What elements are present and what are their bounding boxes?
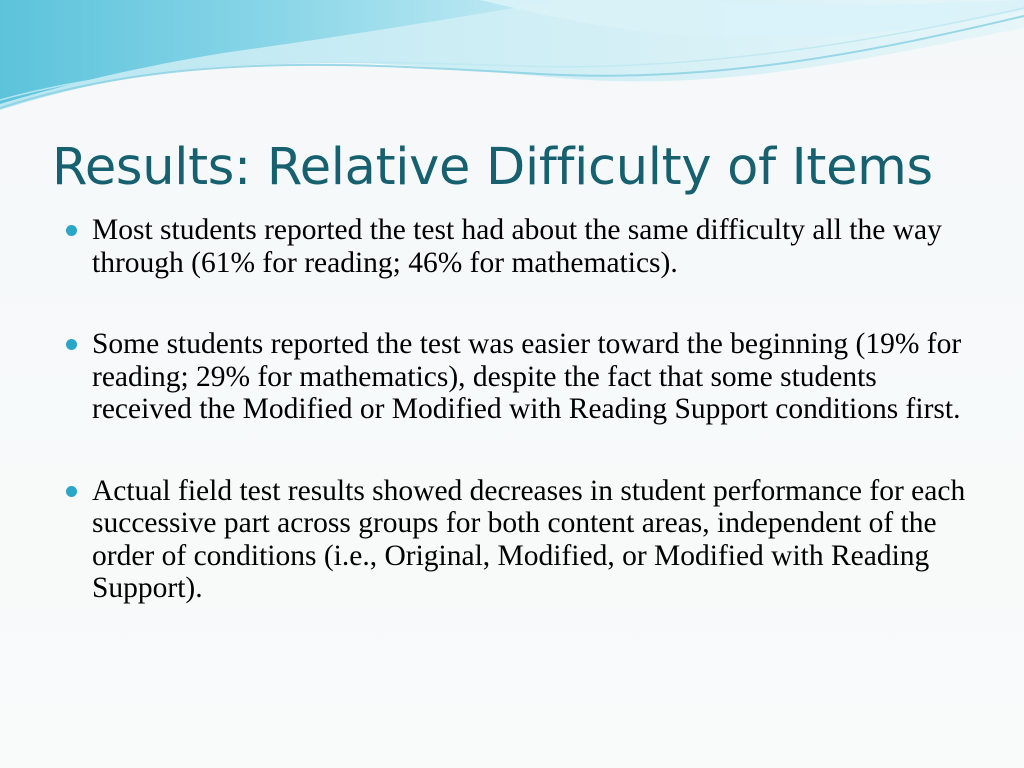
bullet-list (64, 214, 969, 654)
bullet-text: Some students reported the test was easier toward the beginning (19% for reading; 29% for mathematics), despite the fact that some students received the Modified or Modified with Reading Support conditions first. (92, 328, 962, 425)
header-wave-decoration (0, 0, 1024, 120)
bullet-point-icon (66, 339, 77, 350)
bullet-item (64, 214, 969, 279)
bullet-point-icon (66, 486, 77, 497)
slide-title: Results: Relative Difficulty of Items (52, 138, 933, 197)
bullet-text: Actual field test results showed decreases in student performance for each successive part across groups for both content areas, independent of the order of conditions (i.e., Original, Modified, or Modified with Reading Support). (92, 474, 966, 604)
bullet-text: Most students reported the test had about the same difficulty all the way through (61% for reading; 46% for mathematics). (92, 214, 942, 279)
bullet-item (64, 328, 969, 426)
bullet-point-icon (66, 225, 77, 236)
bullet-item (64, 475, 969, 605)
